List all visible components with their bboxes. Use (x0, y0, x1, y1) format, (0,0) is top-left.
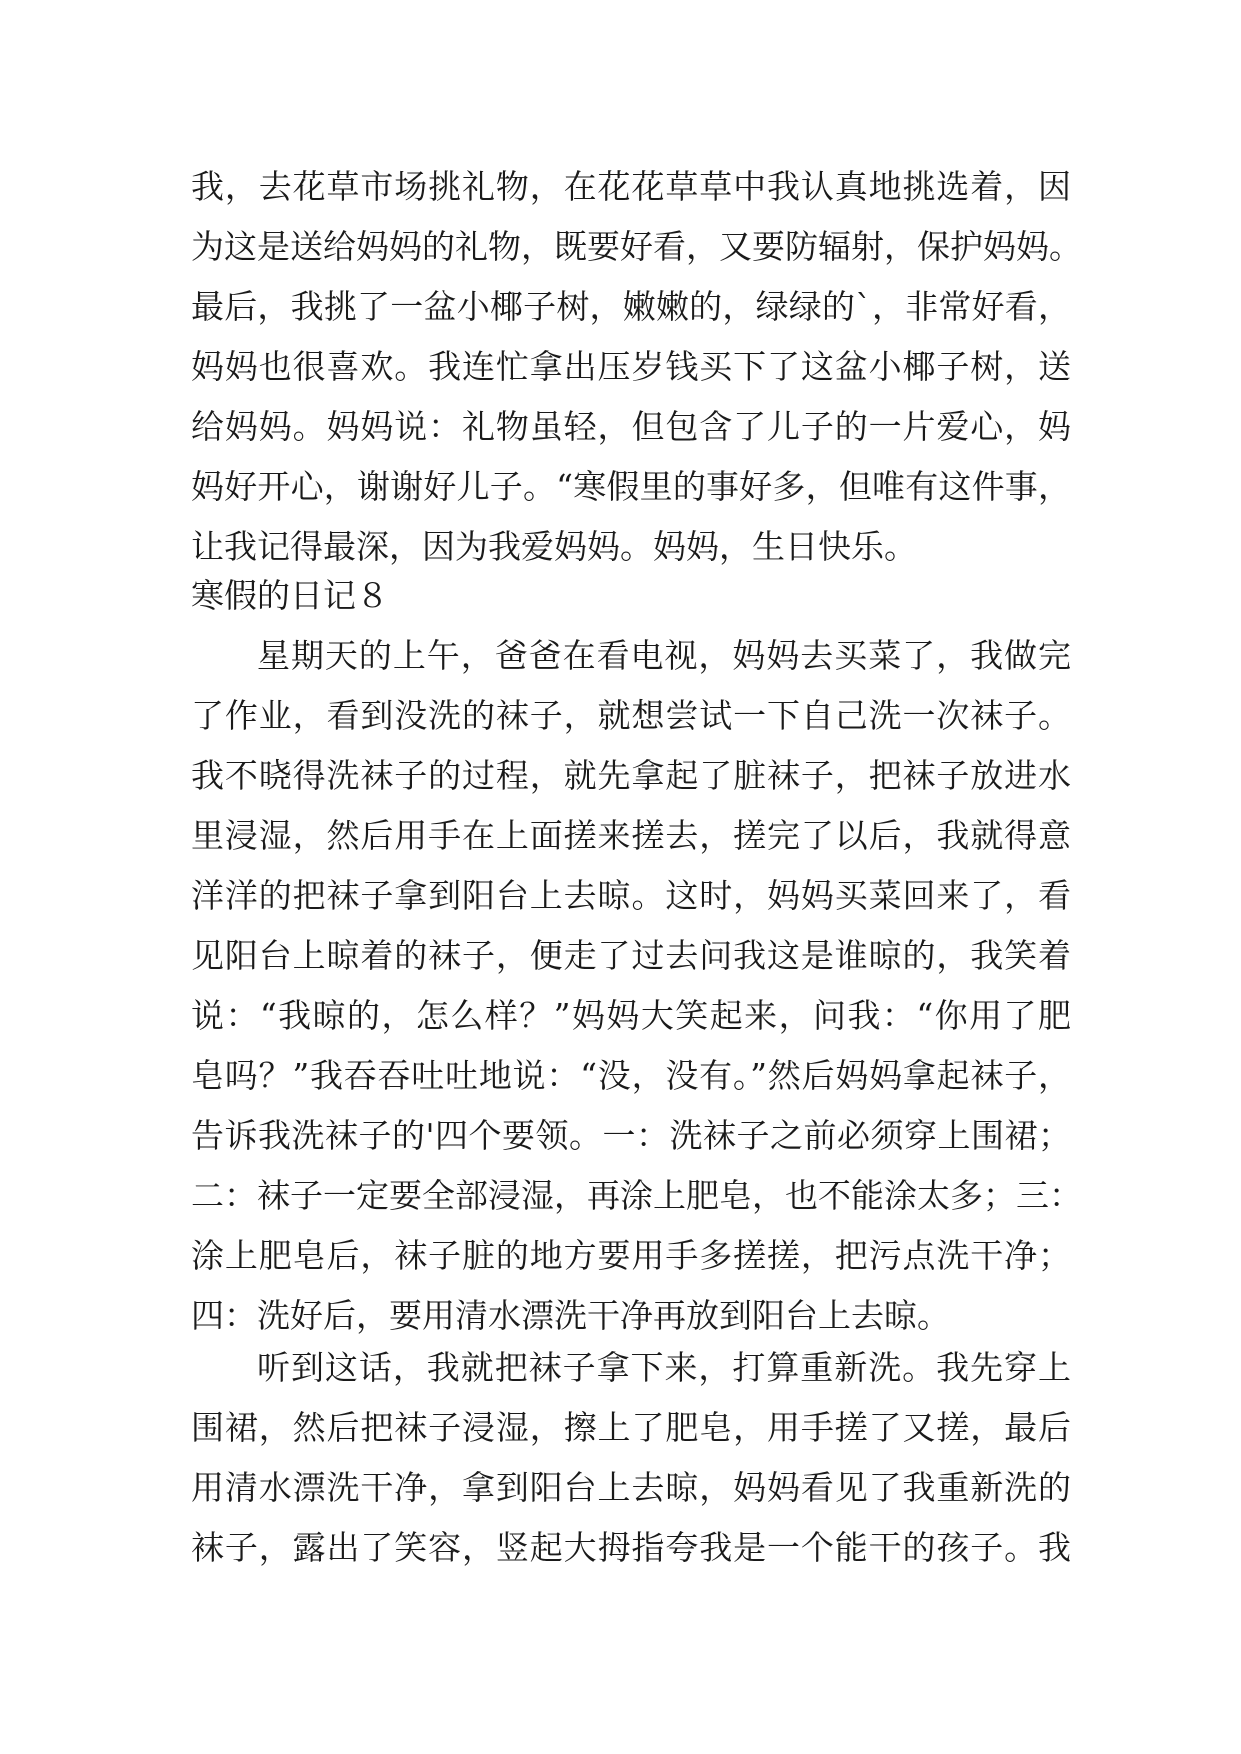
section-heading-block (191, 566, 1071, 626)
text-line: 洋洋的把袜子拿到阳台上去晾。这时，妈妈买菜回来了，看 (191, 876, 1071, 915)
text-line: 说：“我晾的，怎么样？”妈妈大笑起来，问我：“你用了肥 (191, 996, 1071, 1035)
text-line: 妈好开心，谢谢好儿子。“寒假里的事好多，但唯有这件事， (191, 467, 1071, 506)
paragraph-1 (191, 626, 1082, 1346)
text-line: 让我记得最深，因为我爱妈妈。妈妈，生日快乐。 (191, 527, 917, 566)
text-line: 听到这话，我就把袜子拿下来，打算重新洗。我先穿上 (257, 1348, 1071, 1387)
text-line: 最后，我挑了一盆小椰子树，嫩嫩的，绿绿的`，非常好看， (191, 287, 1071, 326)
text-line: 为这是送给妈妈的礼物，既要好看，又要防辐射，保护妈妈。 (191, 227, 1082, 266)
text-line: 我不晓得洗袜子的过程，就先拿起了脏袜子，把袜子放进水 (191, 756, 1071, 795)
text-line: 里浸湿，然后用手在上面搓来搓去，搓完了以后，我就得意 (191, 816, 1071, 855)
text-line: 见阳台上晾着的袜子，便走了过去问我这是谁晾的，我笑着 (191, 936, 1071, 975)
section-heading: 寒假的日记８ (191, 576, 389, 615)
text-line: 星期天的上午，爸爸在看电视，妈妈去买菜了，我做完 (257, 636, 1071, 675)
text-line: 妈妈也很喜欢。我连忙拿出压岁钱买下了这盆小椰子树，送 (191, 347, 1071, 386)
text-line: 围裙，然后把袜子浸湿，擦上了肥皂，用手搓了又搓，最后 (191, 1408, 1071, 1447)
text-line: 四：洗好后，要用清水漂洗干净再放到阳台上去晾。 (191, 1296, 950, 1335)
text-line: 我，去花草市场挑礼物，在花花草草中我认真地挑选着，因 (191, 167, 1071, 206)
text-line: 了作业，看到没洗的袜子，就想尝试一下自己洗一次袜子。 (191, 696, 1071, 735)
text-line: 袜子，露出了笑容，竖起大拇指夸我是一个能干的孩子。我 (191, 1528, 1071, 1567)
paragraph-2 (191, 1338, 1071, 1578)
text-line: 皂吗？”我吞吞吐吐地说：“没，没有。”然后妈妈拿起袜子， (191, 1056, 1071, 1095)
text-line: 涂上肥皂后，袜子脏的地方要用手多搓搓，把污点洗干净； (191, 1236, 1071, 1275)
text-line: 二：袜子一定要全部浸湿，再涂上肥皂，也不能涂太多；三： (191, 1176, 1082, 1215)
text-line: 用清水漂洗干净，拿到阳台上去晾，妈妈看见了我重新洗的 (191, 1468, 1071, 1507)
paragraph-previous (191, 157, 1082, 577)
text-line: 告诉我洗袜子的'四个要领。一：洗袜子之前必须穿上围裙； (191, 1116, 1071, 1155)
text-line: 给妈妈。妈妈说：礼物虽轻，但包含了儿子的一片爱心，妈 (191, 407, 1071, 446)
